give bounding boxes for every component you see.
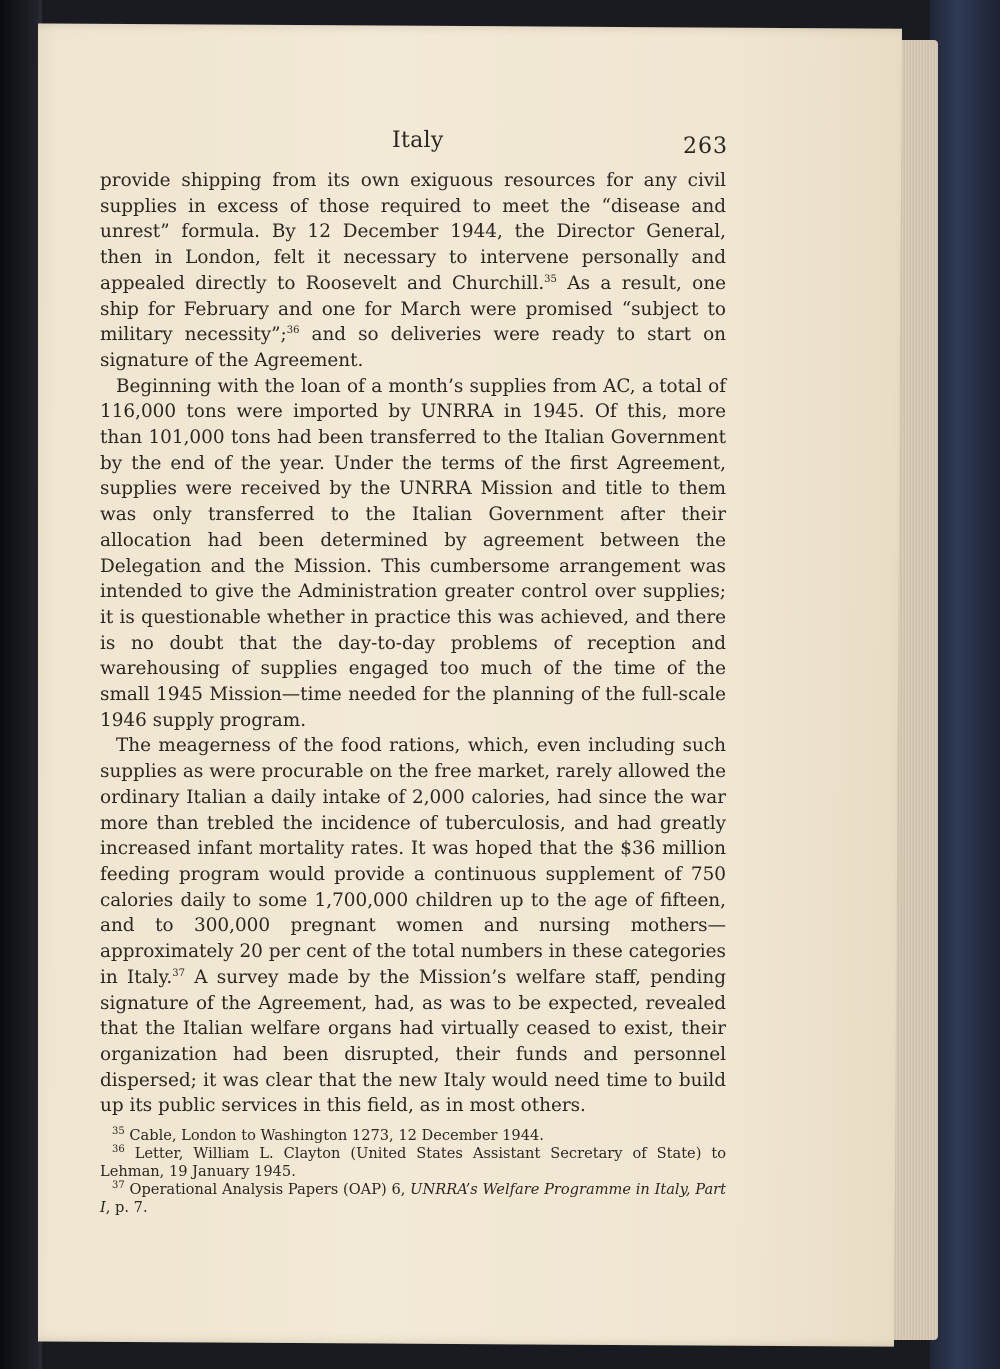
page-content — [100, 128, 726, 1217]
footnote-35-text: Cable, London to Washington 1273, 12 December 1944. — [129, 1127, 544, 1145]
book-spine-shadow — [0, 0, 38, 1369]
footnote-36 — [100, 1145, 726, 1181]
running-head — [100, 128, 726, 168]
paragraph-3 — [100, 733, 726, 1119]
footnote-37 — [100, 1181, 726, 1217]
footnote-37-title: UNRRA’s Welfare Programme in Italy, Part I — [100, 1181, 727, 1217]
paragraph-1-text-a: provide shipping from its own exiguous resources for any civil supplies in excess of those required to meet the “disease and unrest” formula. By 12 December 1944, the Director General, then in London, felt it necessary to intervene personally and appealed directly to Roosevelt and Churchill. — [100, 170, 726, 294]
book-cover-right — [930, 0, 1000, 1369]
footnote-ref-36: 36 — [286, 325, 300, 337]
footnotes — [100, 1127, 726, 1217]
footnote-35-number: 35 — [112, 1126, 125, 1138]
footnote-36-text: Letter, William L. Clayton (United States Assistant Secretary of State) to Lehman, 19 January 1945. — [100, 1145, 727, 1181]
footnote-35 — [100, 1127, 726, 1145]
footnote-36-number: 36 — [112, 1144, 125, 1156]
paragraph-1 — [100, 168, 726, 374]
paragraph-1-text-c: and so deliveries were ready to start on signature of the Agreement. — [100, 324, 727, 371]
footnote-37-tail: , p. 7. — [105, 1199, 148, 1217]
body-text — [100, 168, 726, 1119]
footnote-37-text: Operational Analysis Papers (OAP) 6, — [129, 1181, 411, 1199]
paragraph-3-text-b: A survey made by the Mission’s welfare staff, pending signature of the Agreement, had, as was to be expected, revealed that the Italian welfare organs had virtually ceased to exist, their organization had been disrupted, their funds and personnel dispersed; it was clear that the new Italy would need time to build up its public services in this field, as in most others. — [100, 966, 726, 1117]
page-number: 263 — [683, 134, 728, 159]
paragraph-3-text-a: The meagerness of the food rations, which, even including such supplies as were procurable on the free market, rarely allowed the ordinary Italian a daily intake of 2,000 calories, had since the war more than trebled the incidence of tuberculosis, and had greatly increased infant mortality rates. It was hoped that the $36 million feeding program would provide a continuous supplement of 750 calories daily to some 1,700,000 children up to the age of fifteen, and to 300,000 pregnant women and nursing mothers—approximately 20 per cent of the total numbers in these categories in Italy. — [100, 735, 726, 988]
footnote-ref-37: 37 — [172, 967, 185, 979]
footnote-37-number: 37 — [112, 1180, 125, 1192]
paragraph-1-text-b: As a result, one ship for February and one for March were promised “subject to military necessity”; — [100, 272, 726, 346]
footnote-ref-35: 35 — [544, 273, 557, 285]
running-title: Italy — [392, 128, 444, 153]
paragraph-2: Beginning with the loan of a month’s supplies from AC, a total of 116,000 tons were imported by UNRRA in 1945. Of this, more than 101,000 tons had been transferred to the Italian Government by the end of the year. Under the terms of the first Agreement, supplies were received by the UNRRA Mission and title to them was only transferred to the Italian Government after their allocation had been determined by agreement between the Delegation and the Mission. This cumbersome arrangement was intended to give the Administration greater control over supplies; it is questionable whether in practice this was achieved, and there is no doubt that the day-to-day problems of reception and warehousing of supplies engaged too much of the time of the small 1945 Mission—time needed for the planning of the full-scale 1946 supply program. — [100, 375, 726, 731]
